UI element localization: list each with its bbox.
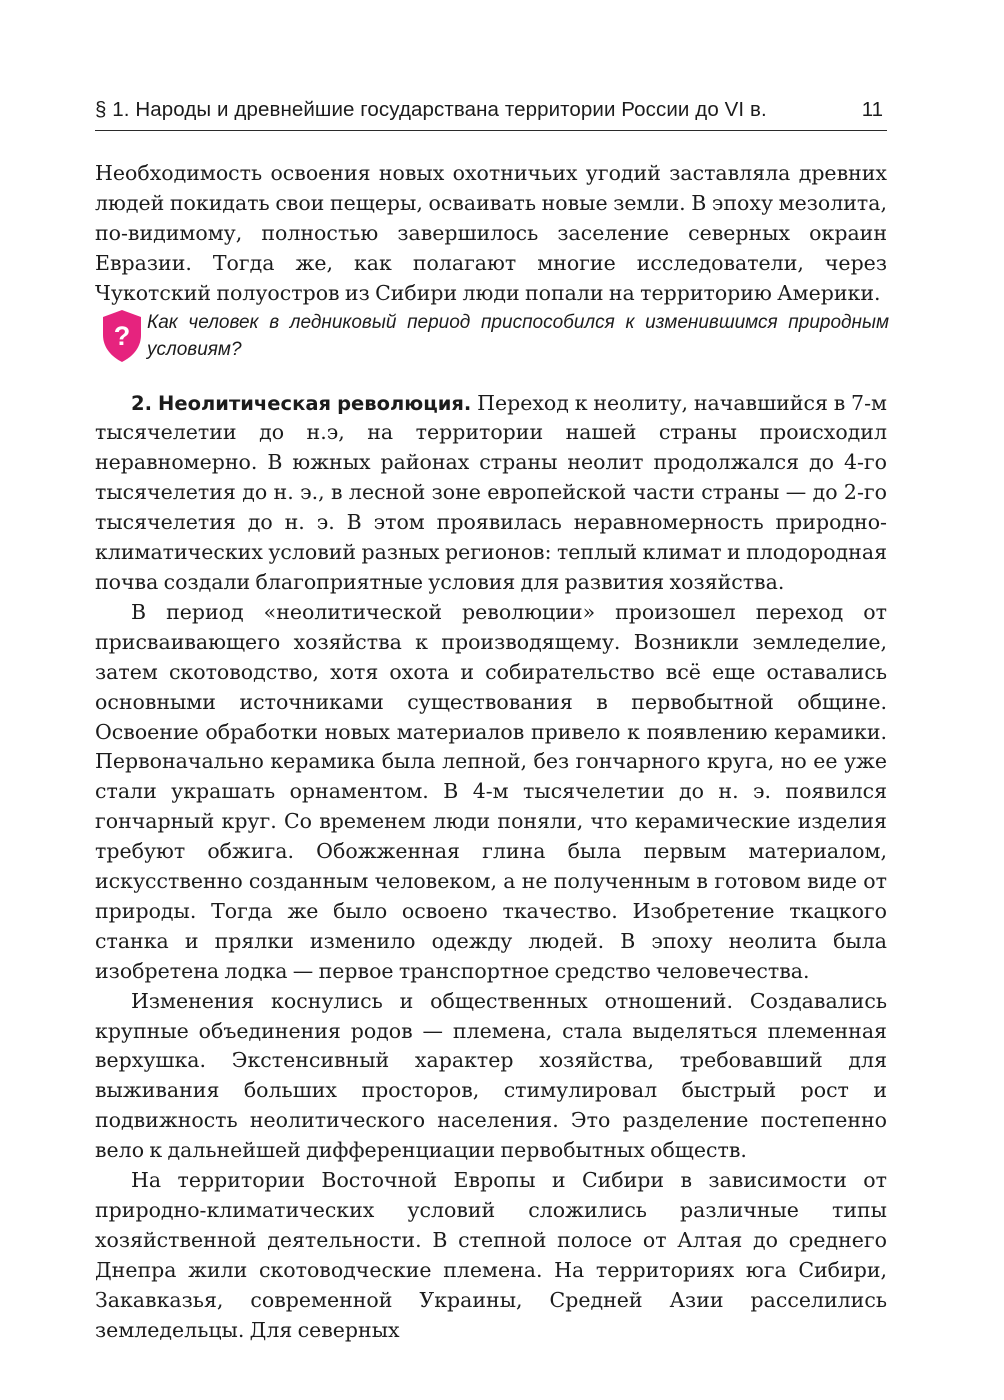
paragraph-1: Необходимость освоения новых охотничьих угодий заставляла древних людей покидать свои пещеры, осваивать новые земли. В эпоху мезолита, по-видимому, полностью завершилось заселение северных окраин Евразии. Тогда же, как полагают многие исследователи, через Чукотский полуостров из Сибири люди попали на территорию Америки. xyxy=(95,161,887,305)
paragraph-2 xyxy=(95,389,887,598)
page-number: 11 xyxy=(861,98,883,121)
header-title: § 1. Народы и древнейшие государствана территории России до VI в. xyxy=(95,98,767,121)
question-block xyxy=(95,311,889,381)
section-heading: 2. Неолитическая революция. xyxy=(131,391,472,415)
question-shield-icon xyxy=(101,309,143,363)
page-body xyxy=(95,159,887,1346)
running-header xyxy=(95,90,887,131)
paragraph-5: На территории Восточной Европы и Сибири в зависимости от природно-климатических условий сложились различные типы хозяйственной деятельности. В степной полосе от Алтая до среднего Днепра жили скотоводческие племена. На территориях юга Сибири, Закавказья, современной Украины, Средней Азии расселились земледельцы. Для северных xyxy=(95,1168,887,1342)
paragraph-2-text: Переход к неолиту, начавшийся в 7-м тысячелетии до н.э, на территории нашей страны происходил неравномерно. В южных районах страны неолит продолжался до 4-го тысячелетия до н. э., в лесной зоне европейской части страны — до 2-го тысячелетия до н. э. В этом проявилась неравномерность природно-климатических условий разных регионов: теплый климат и плодородная почва создали благоприятные условия для развития хозяйства. xyxy=(95,390,887,594)
paragraph-4: Изменения коснулись и общественных отношений. Создавались крупные объединения родов — племена, стала выделяться племенная верхушка. Экстенсивный характер хозяйства, требовавший для выживания больших просторов, стимулировал быстрый рост и подвижность неолитического населения. Это разделение постепенно вело к дальнейшей дифференциации первобытных обществ. xyxy=(95,988,887,1163)
question-mark-glyph: ? xyxy=(113,320,131,351)
question-text: Как человек в ледниковый период приспособился к изменившимся природным условиям? xyxy=(147,311,889,360)
paragraph-3: В период «неолитической революции» произошел переход от присваивающего хозяйства к производящему. Возникли земледелие, затем скотоводство, хотя охота и собирательство всё еще оставались основными источниками существования в первобытной общине. Освоение обработки новых материалов привело к появлению керамики. Первоначально керамика была лепной, без гончарного круга, но ее уже стали украшать орнаментом. В 4-м тысячелетии до н. э. появился гончарный круг. Со временем люди поняли, что керамические изделия требуют обжига. Обожженная глина была первым материалом, искусственно созданным человеком, а не полученным в готовом виде от природы. Тогда же было освоено ткачество. Изобретение ткацкого станка и прялки изменило одежду людей. В эпоху неолита была изобретена лодка — первое транспортное средство человечества. xyxy=(95,599,887,983)
